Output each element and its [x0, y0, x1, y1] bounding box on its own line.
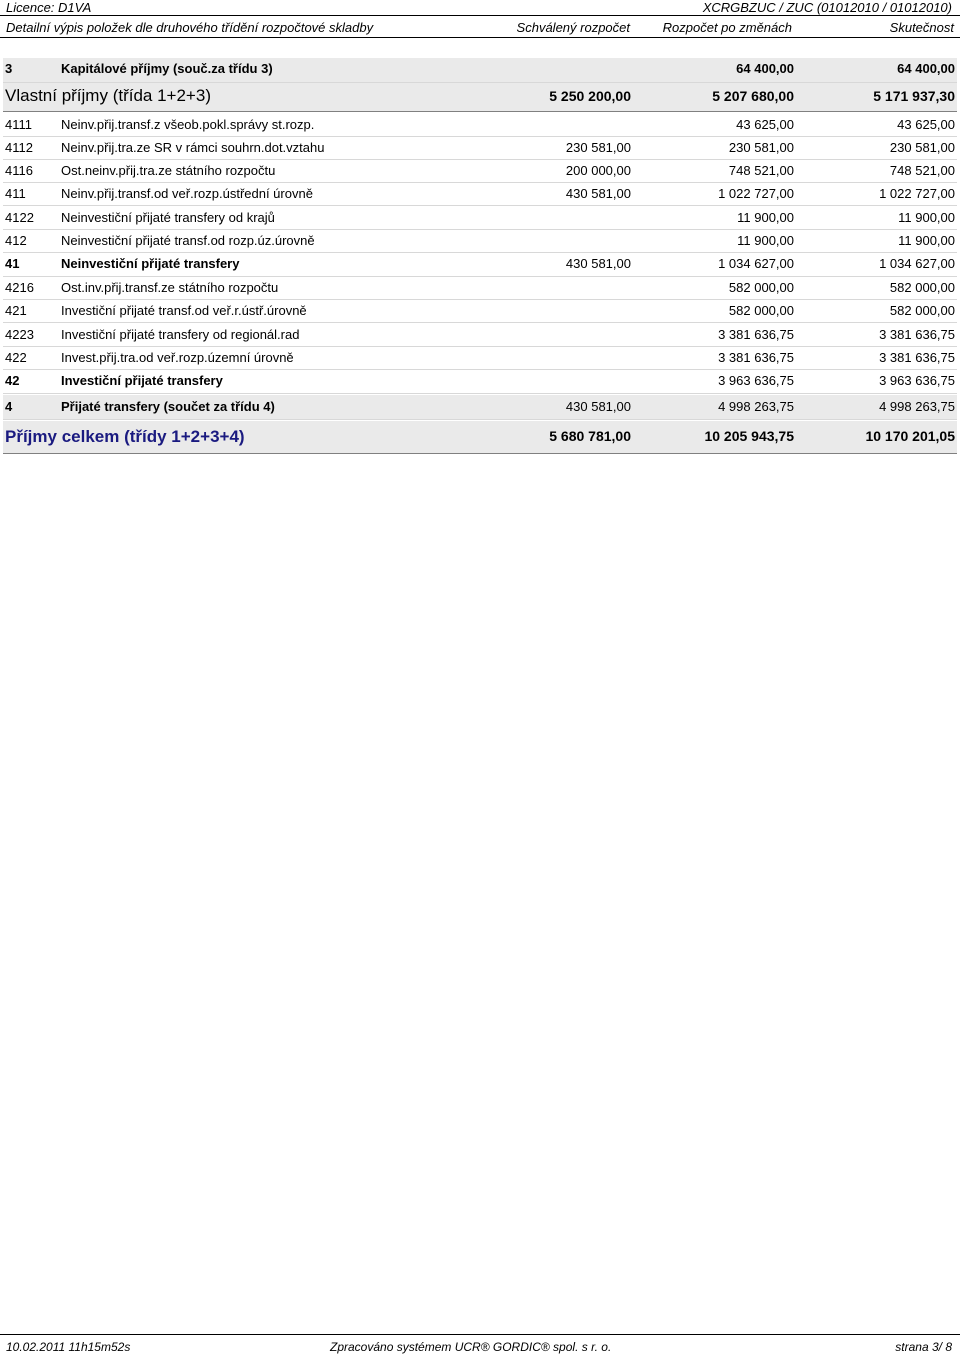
- table-row-subtotal: 41 Neinvestiční přijaté transfery 430 581,00 1 034 627,00 1 034 627,00: [3, 253, 957, 277]
- table-row: 422 Invest.přij.tra.od veř.rozp.územní úrovně 3 381 636,75 3 381 636,75: [3, 347, 957, 370]
- table-row: 3 Kapitálové příjmy (souč.za třídu 3) 64 400,00 64 400,00: [3, 58, 957, 83]
- col-header-actual: Skutečnost: [889, 20, 954, 35]
- col-header-after-changes: Rozpočet po změnách: [662, 20, 792, 35]
- footer-system: Zpracováno systémem UCR® GORDIC® spol. s r. o.: [330, 1340, 612, 1354]
- table-row-class-total: 4 Přijaté transfery (součet za třídu 4) 430 581,00 4 998 263,75 4 998 263,75: [3, 395, 957, 420]
- table-row-subtotal: 42 Investiční přijaté transfery 3 963 636,75 3 963 636,75: [3, 370, 957, 394]
- table-row: 4112 Neinv.přij.tra.ze SR v rámci souhrn.dot.vztahu 230 581,00 230 581,00 230 581,00: [3, 137, 957, 160]
- footer-page-number: strana 3/ 8: [895, 1340, 952, 1354]
- header-rule-bottom: [0, 37, 960, 38]
- table-row: 4216 Ost.inv.přij.transf.ze státního rozpočtu 582 000,00 582 000,00: [3, 277, 957, 300]
- table-row: 4223 Investiční přijaté transfery od regionál.rad 3 381 636,75 3 381 636,75: [3, 324, 957, 347]
- report-code: XCRGBZUC / ZUC (01012010 / 01012010): [702, 0, 952, 15]
- table-row: 412 Neinvestiční přijaté transf.od rozp.úz.úrovně 11 900,00 11 900,00: [3, 230, 957, 253]
- table-row: 4122 Neinvestiční přijaté transfery od krajů 11 900,00 11 900,00: [3, 207, 957, 230]
- header-rule-top: [0, 15, 960, 16]
- licence-label: Licence: D1VA: [6, 0, 92, 15]
- table-row: 4111 Neinv.přij.transf.z všeob.pokl.správy st.rozp. 43 625,00 43 625,00: [3, 114, 957, 137]
- report-subtitle: Detailní výpis položek dle druhového třídění rozpočtové skladby: [6, 20, 374, 35]
- table-row-own-income: Vlastní příjmy (třída 1+2+3) 5 250 200,00 5 207 680,00 5 171 937,30: [3, 83, 957, 112]
- footer-rule: [0, 1334, 960, 1335]
- table-row: 4116 Ost.neinv.přij.tra.ze státního rozpočtu 200 000,00 748 521,00 748 521,00: [3, 160, 957, 183]
- table-row-grand-total: Příjmy celkem (třídy 1+2+3+4) 5 680 781,00 10 205 943,75 10 170 201,05: [3, 421, 957, 454]
- footer-timestamp: 10.02.2011 11h15m52s: [6, 1340, 131, 1354]
- table-row: 411 Neinv.přij.transf.od veř.rozp.ústřední úrovně 430 581,00 1 022 727,00 1 022 727,00: [3, 183, 957, 206]
- col-header-approved: Schválený rozpočet: [516, 20, 630, 35]
- table-row: 421 Investiční přijaté transf.od veř.r.ústř.úrovně 582 000,00 582 000,00: [3, 300, 957, 323]
